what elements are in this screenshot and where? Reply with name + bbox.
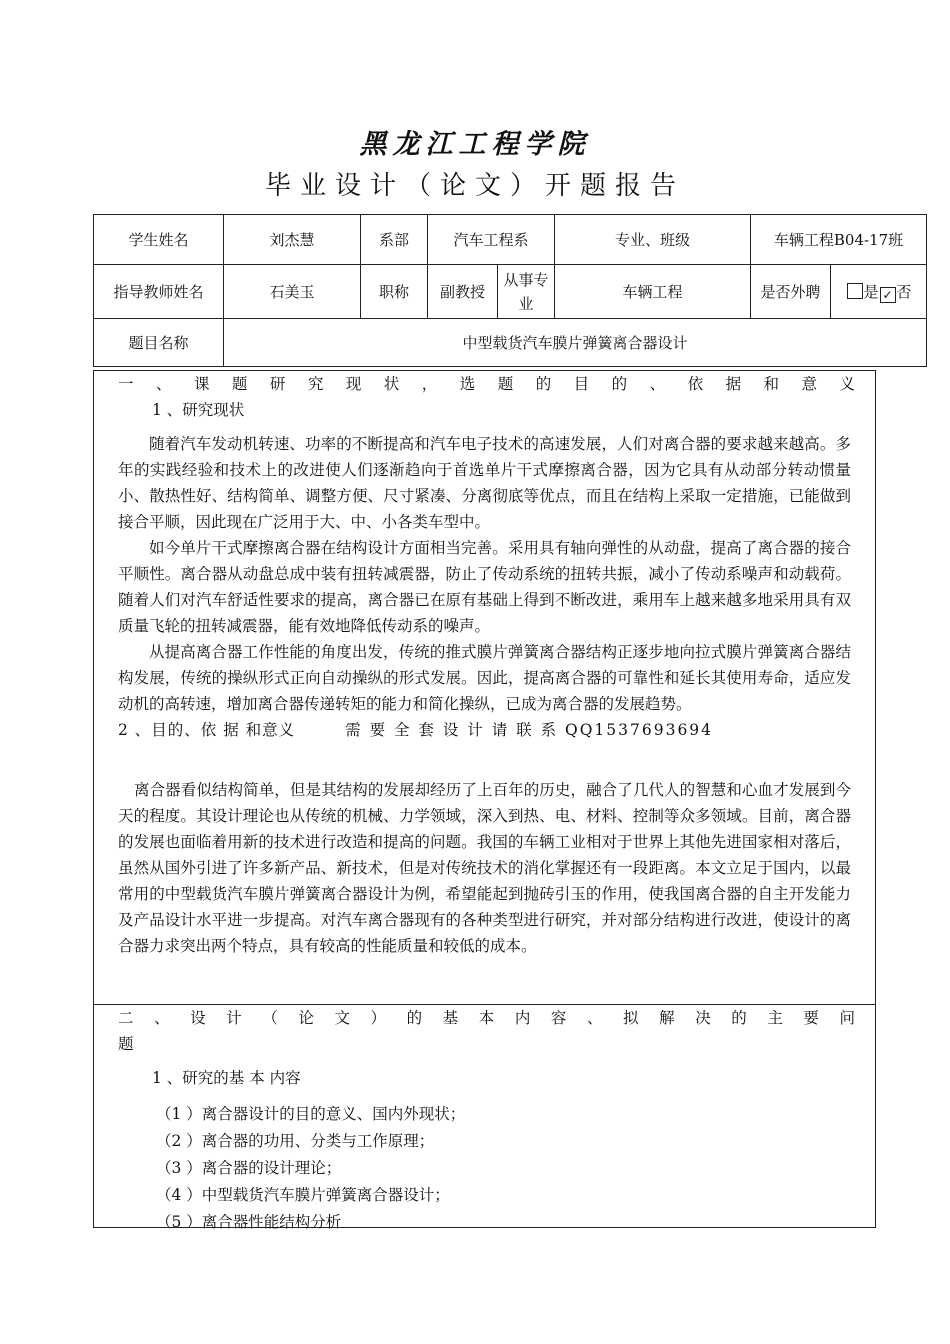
topic-label: 题目名称 bbox=[94, 319, 224, 367]
list-item: （5 ）离合器性能结构分析 bbox=[156, 1213, 342, 1231]
title-rank-value: 副教授 bbox=[428, 265, 498, 319]
yes-checkbox[interactable] bbox=[847, 283, 863, 299]
major-class-label: 专业、班级 bbox=[555, 215, 751, 265]
contact-note: 需 要 全 套 设 计 请 联 系 QQ1537693694 bbox=[345, 721, 714, 739]
school-logo: 黑龙江工程学院 bbox=[359, 129, 591, 160]
section2-heading-cont: 题 bbox=[118, 1035, 136, 1053]
department-value: 汽车工程系 bbox=[428, 215, 555, 265]
yes-label: 是 bbox=[863, 282, 879, 301]
list-item: （1 ）离合器设计的目的意义、国内外现状； bbox=[156, 1105, 466, 1123]
section1-subheading-status: 1 、研究现状 bbox=[152, 401, 245, 419]
student-name-label: 学生姓名 bbox=[94, 215, 224, 265]
page-title: 毕业设计（论文）开题报告 bbox=[264, 171, 685, 201]
section2-heading: 二、设计（论文）的基本内容、拟解决的主要问 bbox=[118, 1009, 857, 1027]
advisor-name-value: 石美玉 bbox=[224, 265, 361, 319]
topic-value: 中型载货汽车膜片弹簧离合器设计 bbox=[224, 319, 927, 367]
list-item: （4 ）中型载货汽车膜片弹簧离合器设计； bbox=[156, 1186, 450, 1204]
section2-subheading: 1 、研究的基 本 内容 bbox=[152, 1069, 301, 1087]
field-label: 从事专业 bbox=[498, 265, 555, 319]
section-research-status bbox=[93, 370, 876, 1005]
external-hire-label: 是否外聘 bbox=[751, 265, 831, 319]
list-item: （2 ）离合器的功用、分类与工作原理； bbox=[156, 1132, 435, 1150]
paragraph: 从提高离合器工作性能的角度出发，传统的推式膜片弹簧离合器结构正逐步地向拉式膜片弹簧离合器结构发展，传统的操纵形式正向自动操纵的形式发展。因此，提高离合器的可靠性和延长其使用寿命，适应发动机的高转速，增加离合器传递转矩的能力和简化操纵，已成为离合器的发展趋势。 bbox=[118, 643, 851, 713]
no-label: 否 bbox=[896, 282, 912, 301]
paragraph: 离合器看似结构简单，但是其结构的发展却经历了上百年的历史，融合了几代人的智慧和心血才发展到今天的程度。其设计理论也从传统的机械、力学领域，深入到热、电、材料、控制等众多领域。目前，离合器的发展也面临着用新的技术进行改造和提高的问题。我国的车辆工业相对于世界上其他先进国家相对落后，虽然从国外引进了许多新产品、新技术，但是对传统技术的消化掌握还有一段距离。本文立足于国内，以最常用的中型载货汽车膜片弹簧离合器设计为例，希望能起到抛砖引玉的作用，使我国离合器的自主开发能力及产品设计水平进一步提高。对汽车离合器现有的各种类型进行研究，并对部分结构进行改进，使设计的离合器力求突出两个特点，具有较高的性能质量和较低的成本。 bbox=[118, 781, 851, 955]
paragraph: 如今单片干式摩擦离合器在结构设计方面相当完善。采用具有轴向弹性的从动盘，提高了离合器的接合平顺性。离合器从动盘总成中装有扭转减震器，防止了传动系统的扭转共振，减小了传动系噪声和动载荷。随着人们对汽车舒适性要求的提高，离合器已在原有基础上得到不断改进，乘用车上越来越多地采用具有双质量飞轮的扭转减震器，能有效地降低传动系的噪声。 bbox=[118, 539, 851, 635]
section1-heading: 一、课题研究现状，选题的目的、依据和意义 bbox=[118, 375, 857, 393]
no-checkbox[interactable]: ✓ bbox=[880, 287, 896, 303]
section1-subheading-purpose bbox=[94, 717, 875, 743]
list-item: （3 ）离合器的设计理论； bbox=[156, 1159, 342, 1177]
paragraph: 随着汽车发动机转速、功率的不断提高和汽车电子技术的高速发展，人们对离合器的要求越来越高。多年的实践经验和技术上的改进使人们逐渐趋向于首选单片干式摩擦离合器，因为它具有从动部分转动惯量小、散热性好、结构简单、调整方便、尺寸紧凑、分离彻底等优点，而且在结构上采取一定措施，已能做到接合平顺，因此现在广泛用于大、中、小各类车型中。 bbox=[118, 435, 851, 531]
student-info-table bbox=[93, 214, 927, 367]
title-rank-label: 职称 bbox=[361, 265, 428, 319]
external-hire-options bbox=[831, 265, 927, 319]
field-value: 车辆工程 bbox=[555, 265, 751, 319]
major-class-value: 车辆工程B04-17班 bbox=[751, 215, 927, 265]
section-basic-content bbox=[93, 1004, 876, 1231]
purpose-label: 2 、目的、依 据 和意义 bbox=[118, 721, 296, 739]
department-label: 系部 bbox=[361, 215, 428, 265]
student-name-value: 刘杰慧 bbox=[224, 215, 361, 265]
advisor-name-label: 指导教师姓名 bbox=[94, 265, 224, 319]
